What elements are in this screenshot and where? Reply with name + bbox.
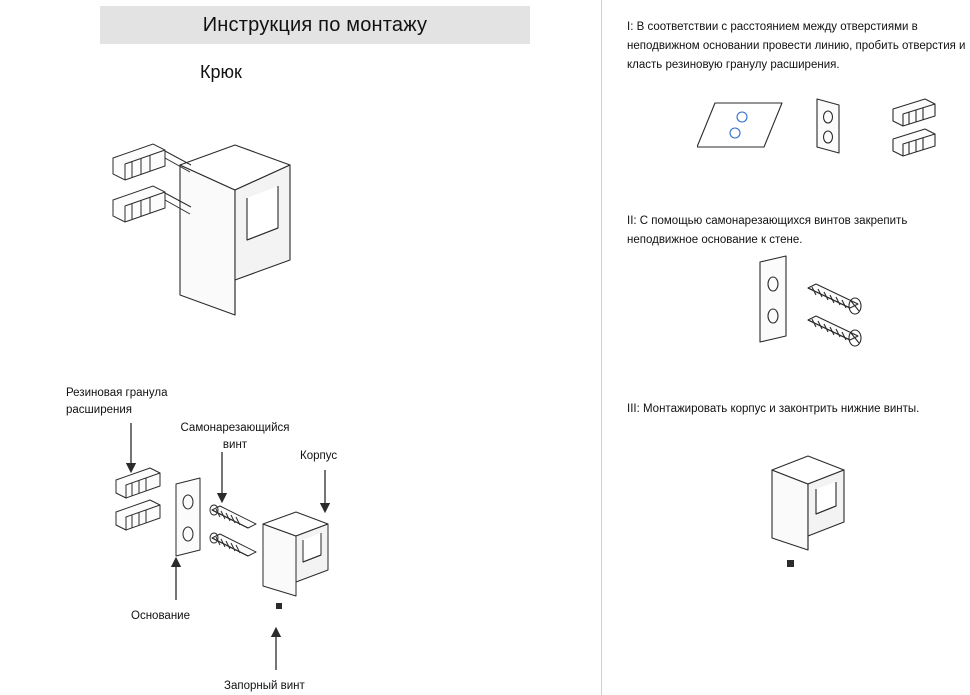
label-self-tapping-screw: Самонарезающийся винт (180, 422, 290, 452)
step-1-text: I: В соответствии с расстоянием между отверстиями в неподвижном основании провести линию, пробить отверстия и класть резиновую гранулу расширения. (627, 21, 966, 71)
page-title: Инструкция по монтажу (202, 13, 428, 36)
step-2-illustration (742, 250, 932, 370)
step-2-text: II: С помощью самонарезающихся винтов закрепить неподвижное основание к стене. (627, 215, 908, 246)
label-body: Корпус (300, 450, 338, 462)
step-3-illustration (752, 440, 882, 580)
step-3-text: III: Монтажировать корпус и законтрить нижние винты. (627, 403, 920, 415)
label-lock-screw: Запорный винт (224, 680, 305, 692)
right-column (602, 0, 970, 695)
step-3-lock-screw-dot (787, 560, 794, 567)
label-base: Основание (131, 610, 190, 622)
step-1-illustration (697, 95, 957, 175)
label-granule: Резиновая гранула расширения (66, 387, 168, 417)
product-subtitle: Крюк (200, 62, 242, 82)
